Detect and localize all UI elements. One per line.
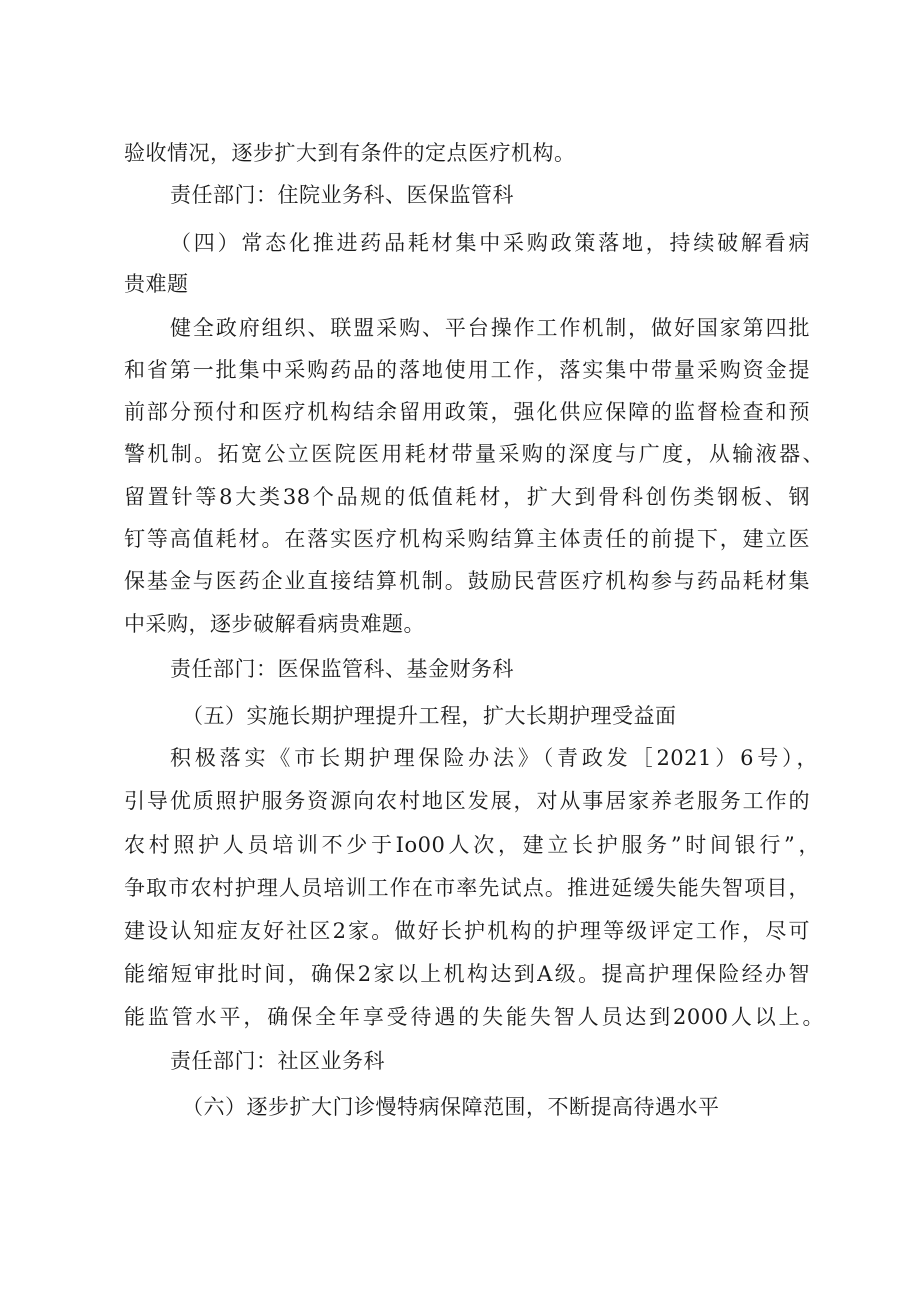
body-line: 验收情况，逐步扩大到有条件的定点医疗机构。 — [124, 141, 576, 165]
body-line: 农村照护人员培训不少于Io00人次，建立长护服务”时间银行”， — [124, 833, 820, 857]
section-heading-continued: 贵难题 — [124, 272, 189, 296]
body-line: 中采购，逐步破解看病贵难题。 — [124, 612, 425, 636]
body-line: 积极落实《市长期护理保险办法》（青政发［2021）6号）， — [170, 746, 818, 770]
body-line: 建设认知症友好社区2家。做好长护机构的护理等级评定工作，尽可 — [124, 919, 810, 943]
body-line: 警机制。拓宽公立医院医用耗材带量采购的深度与广度，从输液器、 — [124, 442, 824, 466]
body-line: 能监管水平，确保全年享受待遇的失能失智人员达到2000人以上。 — [124, 1005, 824, 1029]
body-line: 留置针等8大类38个品规的低值耗材，扩大到骨科创伤类钢板、钢 — [124, 485, 810, 509]
section-heading: （四）常态化推进药品耗材集中采购政策落地，持续破解看病 — [170, 231, 810, 255]
body-line: 争取市农村护理人员培训工作在市率先试点。推进延缓失能失智项目， — [124, 876, 810, 900]
section-heading: （五）实施长期护理提升工程，扩大长期护理受益面 — [182, 704, 677, 728]
section-heading: （六）逐步扩大门诊慢特病保障范围，不断提高待遇水平 — [182, 1095, 720, 1119]
body-line: 保基金与医药企业直接结算机制。鼓励民营医疗机构参与药品耗材集 — [124, 569, 810, 593]
body-line: 前部分预付和医疗机构结余留用政策，强化供应保障的监督检查和预 — [124, 400, 810, 424]
responsibility-line: 责任部门：住院业务科、医保监管科 — [170, 183, 514, 207]
responsibility-line: 责任部门：医保监管科、基金财务科 — [170, 657, 514, 681]
body-line: 和省第一批集中采购药品的落地使用工作，落实集中带量采购资金提 — [124, 358, 810, 382]
body-line: 钉等高值耗材。在落实医疗机构采购结算主体责任的前提下，建立医 — [124, 527, 810, 551]
body-line: 健全政府组织、联盟采购、平台操作工作机制，做好国家第四批 — [170, 316, 810, 340]
body-line: 能缩短审批时间，确保2家以上机构达到A级。提高护理保险经办智 — [124, 962, 810, 986]
responsibility-line: 责任部门：社区业务科 — [170, 1049, 385, 1073]
body-line: 引导优质照护服务资源向农村地区发展，对从事居家养老服务工作的 — [124, 789, 810, 813]
